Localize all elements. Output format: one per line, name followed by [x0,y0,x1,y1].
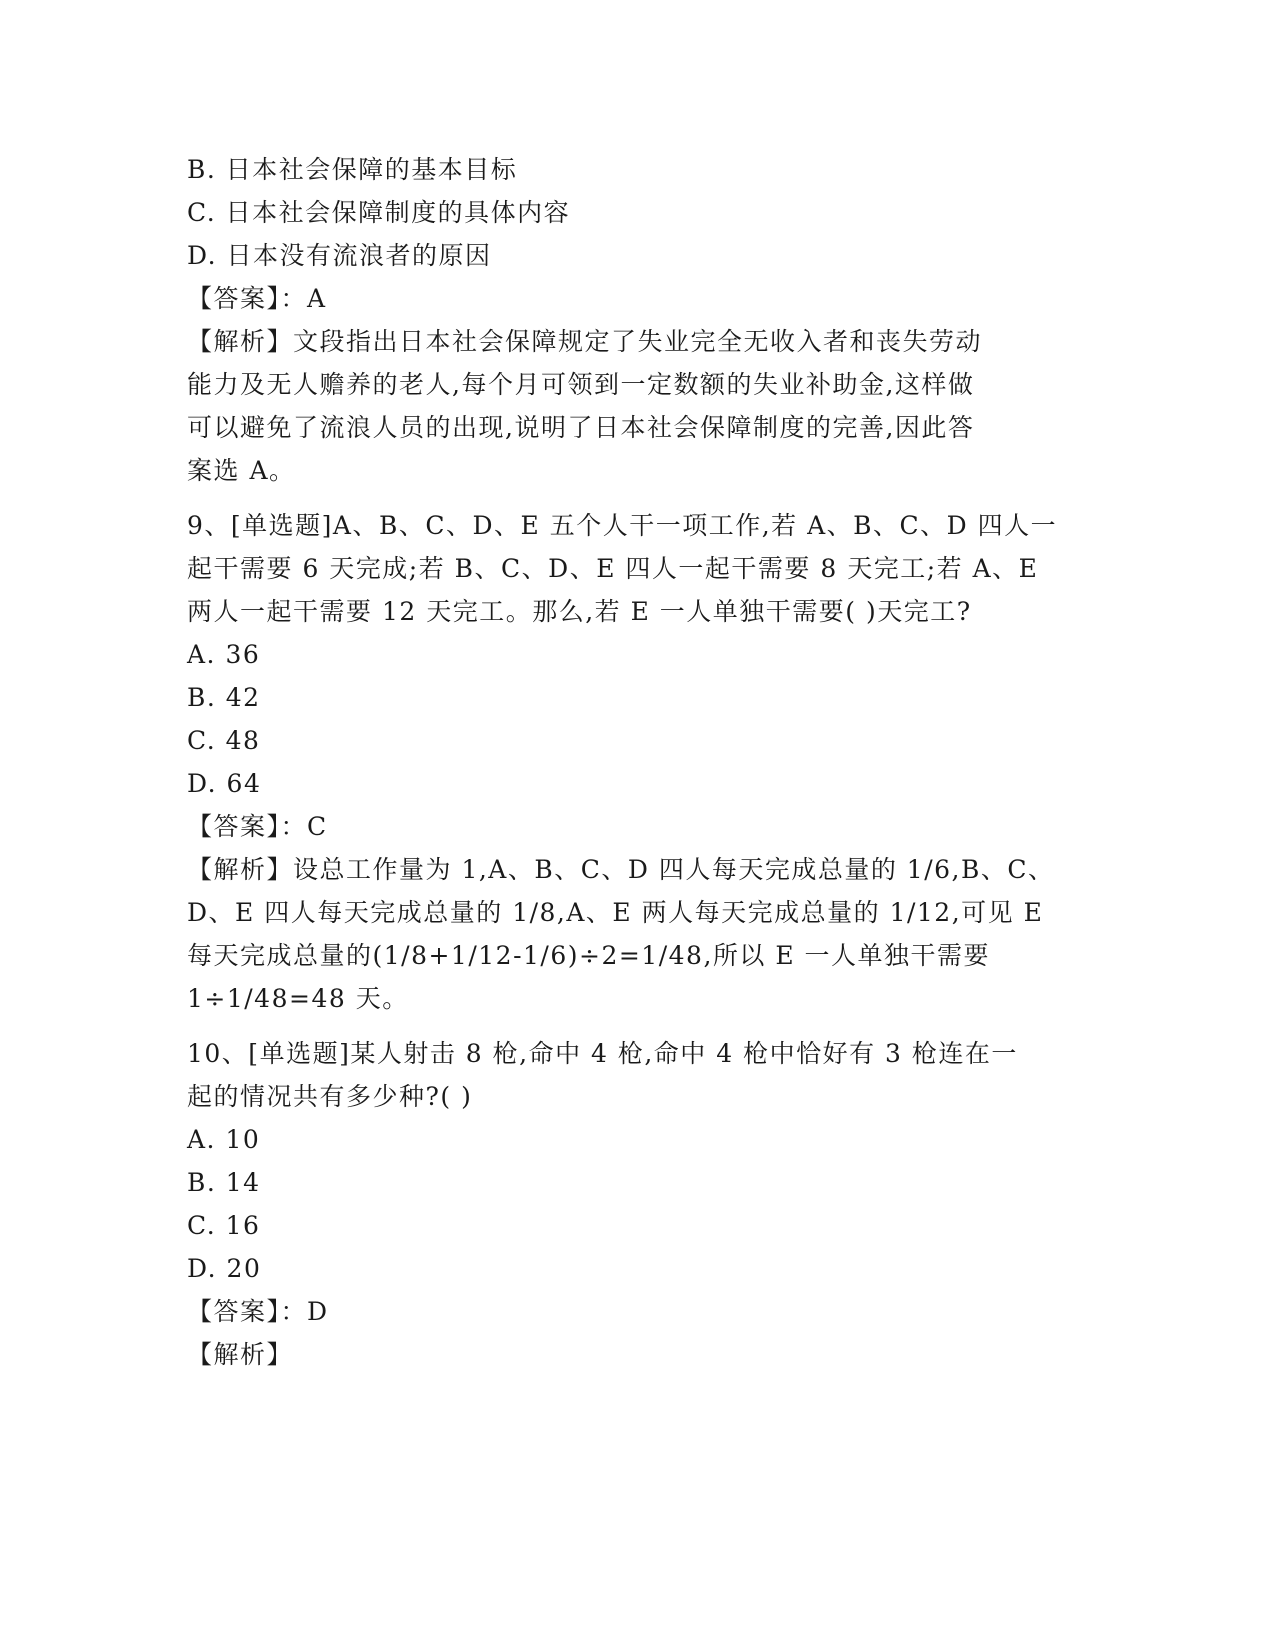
option-d: D. 20 [187,1254,262,1283]
answer: 【答案】：C [187,812,328,841]
option-a: A. 36 [187,640,261,669]
page-content [187,148,1067,1376]
analysis-label: 【解析】 [187,1340,294,1369]
option-b: B. 14 [187,1168,261,1197]
option-d: D. 64 [187,769,262,798]
analysis-line: D、E 四人每天完成总量的 1/8,A、E 两人每天完成总量的 1/12,可见 E [187,898,1044,927]
question-stem-line: 两人一起干需要 12 天完工。那么,若 E 一人单独干需要( )天完工? [187,597,972,626]
analysis-line: 1÷1/48=48 天。 [187,984,409,1013]
option-a: A. 10 [187,1125,261,1154]
question-stem-line: 9、[单选题]A、B、C、D、E 五个人干一项工作,若 A、B、C、D 四人一 [187,511,1058,540]
analysis-line: 【解析】文段指出日本社会保障规定了失业完全无收入者和丧失劳动 [187,327,983,356]
option-b: B. 42 [187,683,261,712]
question-10 [187,1032,1067,1376]
analysis-line: 【解析】设总工作量为 1,A、B、C、D 四人每天完成总量的 1/6,B、C、 [187,855,1055,884]
answer: 【答案】：A [187,284,327,313]
prev-question [187,148,1067,492]
analysis-line: 可以避免了流浪人员的出现,说明了日本社会保障制度的完善,因此答 [187,413,975,442]
option-b: B. 日本社会保障的基本目标 [187,155,518,184]
question-stem-line: 10、[单选题]某人射击 8 枪,命中 4 枪,命中 4 枪中恰好有 3 枪连在一 [187,1039,1018,1068]
question-9 [187,504,1067,1020]
analysis-line: 案选 A。 [187,456,296,485]
option-c: C. 16 [187,1211,261,1240]
option-c: C. 48 [187,726,261,755]
question-stem-line: 起干需要 6 天完成;若 B、C、D、E 四人一起干需要 8 天完工;若 A、E [187,554,1039,583]
option-c: C. 日本社会保障制度的具体内容 [187,198,571,227]
answer: 【答案】：D [187,1297,329,1326]
analysis-line: 每天完成总量的(1/8+1/12-1/6)÷2=1/48,所以 E 一人单独干需要 [187,941,991,970]
analysis-line: 能力及无人赡养的老人,每个月可领到一定数额的失业补助金,这样做 [187,370,975,399]
question-stem-line: 起的情况共有多少种?( ) [187,1082,473,1111]
option-d: D. 日本没有流浪者的原因 [187,241,492,270]
